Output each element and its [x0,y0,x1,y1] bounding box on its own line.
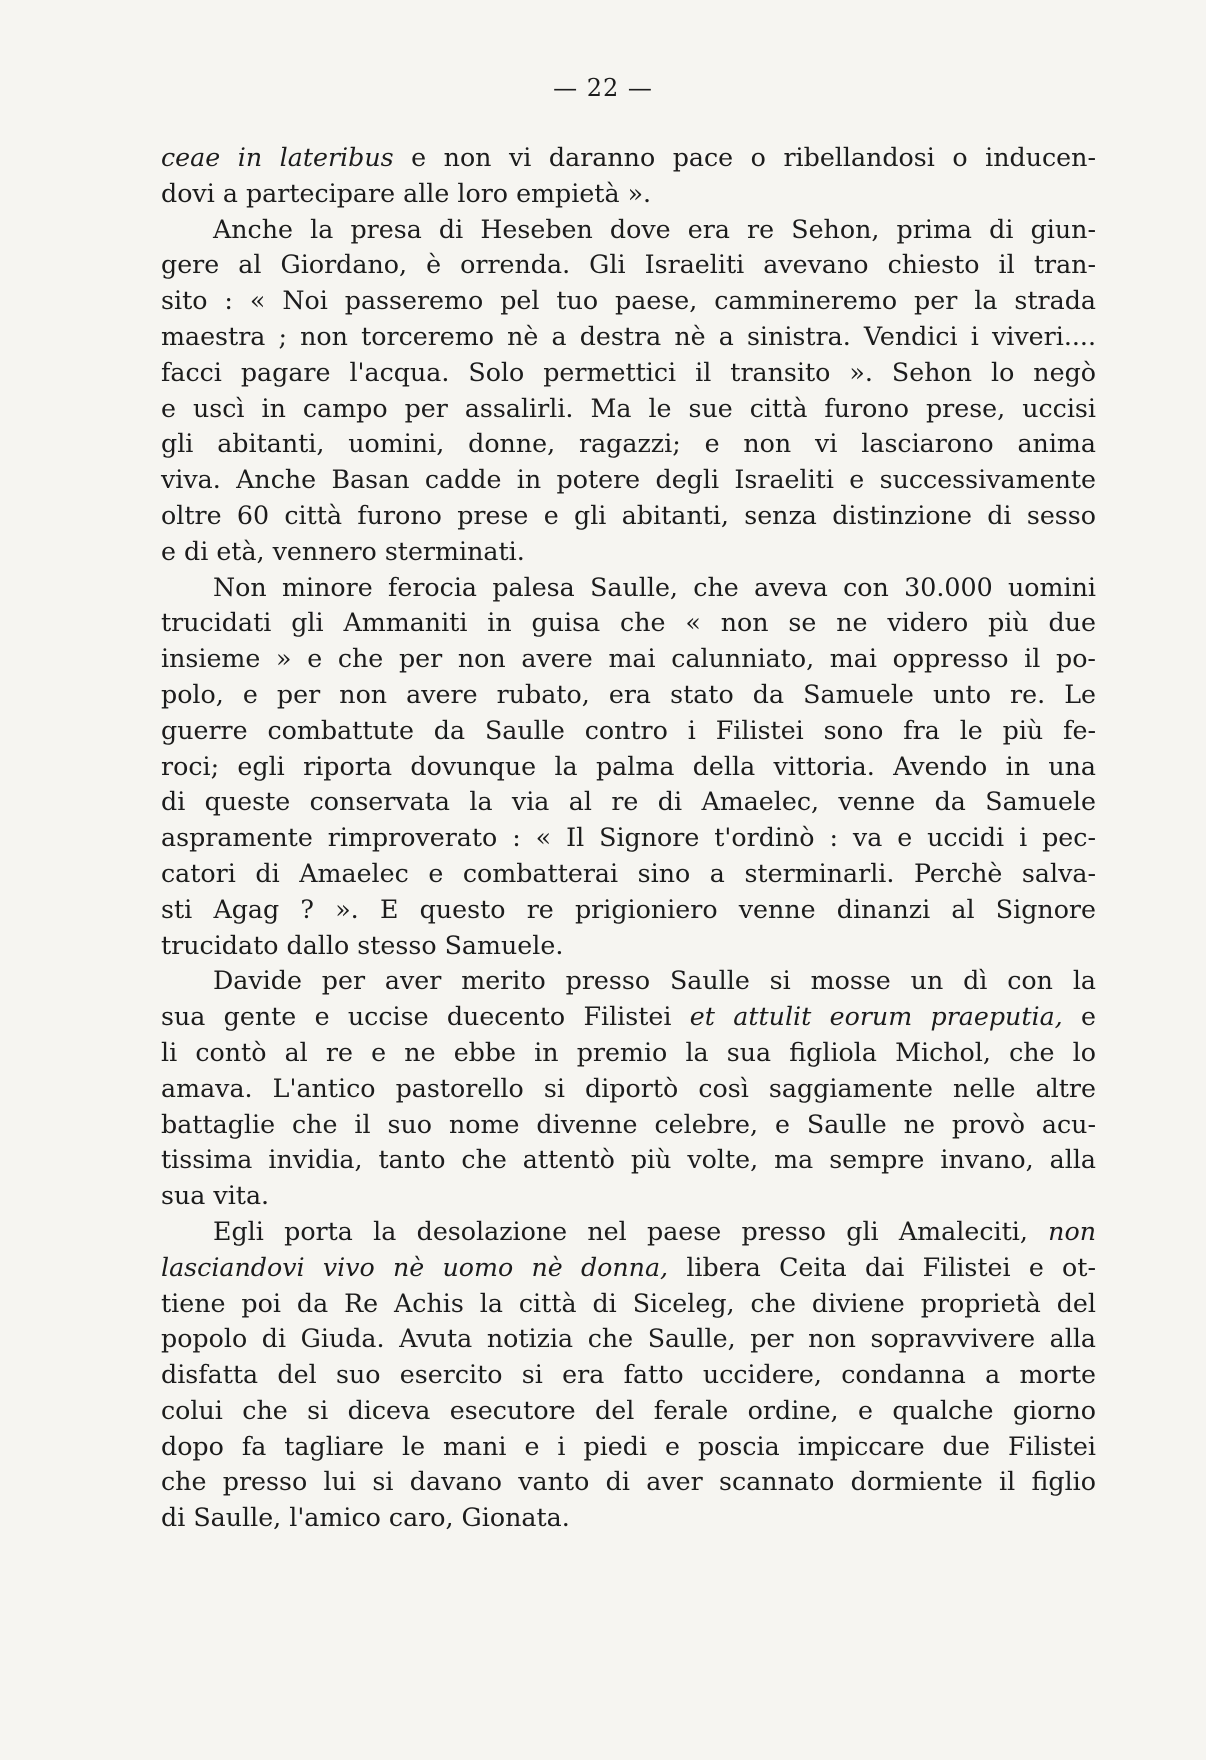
text-line: insieme » e che per non avere mai calunniato, mai oppresso il po- [161,644,1096,674]
text-line: battaglie che il suo nome divenne celebre, e Saulle ne provò acu- [161,1109,1096,1139]
text-line: Non minore ferocia palesa Saulle, che aveva con 30.000 uomini [213,572,1096,602]
text-line: e di età, vennero sterminati. [161,536,525,566]
text-line: sua vita. [161,1181,270,1211]
page-number: — 22 — [553,74,653,102]
text-run: Egli porta la desolazione nel paese presso gli Amaleciti, [213,1216,1049,1246]
text-line: sti Agag ? ». E questo re prigioniero venne dinanzi al Signore [161,894,1096,924]
text-line: amava. L'antico pastorello si diportò così saggiamente nelle altre [161,1073,1096,1103]
text-line: che presso lui si davano vanto di aver scannato dormiente il figlio [161,1467,1096,1497]
text-line: disfatta del suo esercito si era fatto uccidere, condanna a morte [161,1360,1096,1390]
text-line: oltre 60 città furono prese e gli abitanti, senza distinzione di sesso [161,500,1096,530]
text-run: e [1062,1002,1097,1032]
text-line: gere al Giordano, è orrenda. Gli Israeliti avevano chiesto il tran- [161,250,1096,280]
text-line: Anche la presa di Heseben dove era re Sehon, prima di giun- [213,214,1096,244]
text-line: viva. Anche Basan cadde in potere degli Israeliti e successivamente [161,465,1096,495]
text-line: dovi a partecipare alle loro empietà ». [161,178,652,208]
text-line: aspramente rimproverato : « Il Signore t'ordinò : va e uccidi i pec- [161,823,1096,853]
text-line: di Saulle, l'amico caro, Gionata. [161,1503,570,1533]
text-line: catori di Amaelec e combatterai sino a sterminarli. Perchè salva- [161,858,1096,888]
latin-phrase: ceae in lateribus [161,143,394,172]
text-line: maestra ; non torceremo nè a destra nè a sinistra. Vendici i viveri.... [161,321,1096,351]
text-line: popolo di Giuda. Avuta notizia che Saulle, per non sopravvivere alla [161,1324,1096,1354]
text-line: e uscì in campo per assalirli. Ma le sue città furono prese, uccisi [161,393,1096,423]
text-line [161,1250,1096,1286]
text-line [161,140,1096,176]
text-line: facci pagare l'acqua. Solo permettici il transito ». Sehon lo negò [161,357,1096,387]
text-line: trucidati gli Ammaniti in guisa che « non se ne videro più due [161,608,1096,638]
text-line: dopo fa tagliare le mani e i piedi e poscia impiccare due Filistei [161,1431,1096,1461]
text-line: gli abitanti, uomini, donne, ragazzi; e non vi lasciarono anima [161,429,1096,459]
text-line: di queste conservata la via al re di Amaelec, venne da Samuele [161,787,1096,817]
text-run: libera Ceita dai Filistei e ot- [668,1252,1096,1282]
body-text [161,140,1096,1536]
text-line [161,1214,1096,1250]
text-line: tiene poi da Re Achis la città di Siceleg, che diviene proprietà del [161,1288,1096,1318]
text-line: trucidato dallo stesso Samuele. [161,930,564,960]
text-run: e non vi daranno pace o ribellandosi o inducen- [393,143,1096,172]
latin-phrase: lasciandovi vivo nè uomo nè donna, [161,1252,669,1282]
text-line: tissima invidia, tanto che attentò più volte, ma sempre invano, alla [161,1145,1096,1175]
latin-phrase: et attulit eorum praeputia, [689,1002,1063,1032]
latin-phrase: non [1048,1216,1096,1246]
text-line: colui che si diceva esecutore del ferale ordine, e qualche giorno [161,1395,1096,1425]
text-run: sua gente e uccise duecento Filistei [161,1002,690,1032]
text-line: guerre combattute da Saulle contro i Filistei sono fra le più fe- [161,715,1096,745]
text-line: Davide per aver merito presso Saulle si mosse un dì con la [213,966,1096,996]
text-line: polo, e per non avere rubato, era stato da Samuele unto re. Le [161,679,1096,709]
text-line: sito : « Noi passeremo pel tuo paese, cammineremo per la strada [161,286,1096,316]
text-line [161,999,1096,1035]
text-line: roci; egli riporta dovunque la palma della vittoria. Avendo in una [161,751,1096,781]
text-line: li contò al re e ne ebbe in premio la sua figliola Michol, che lo [161,1037,1096,1067]
